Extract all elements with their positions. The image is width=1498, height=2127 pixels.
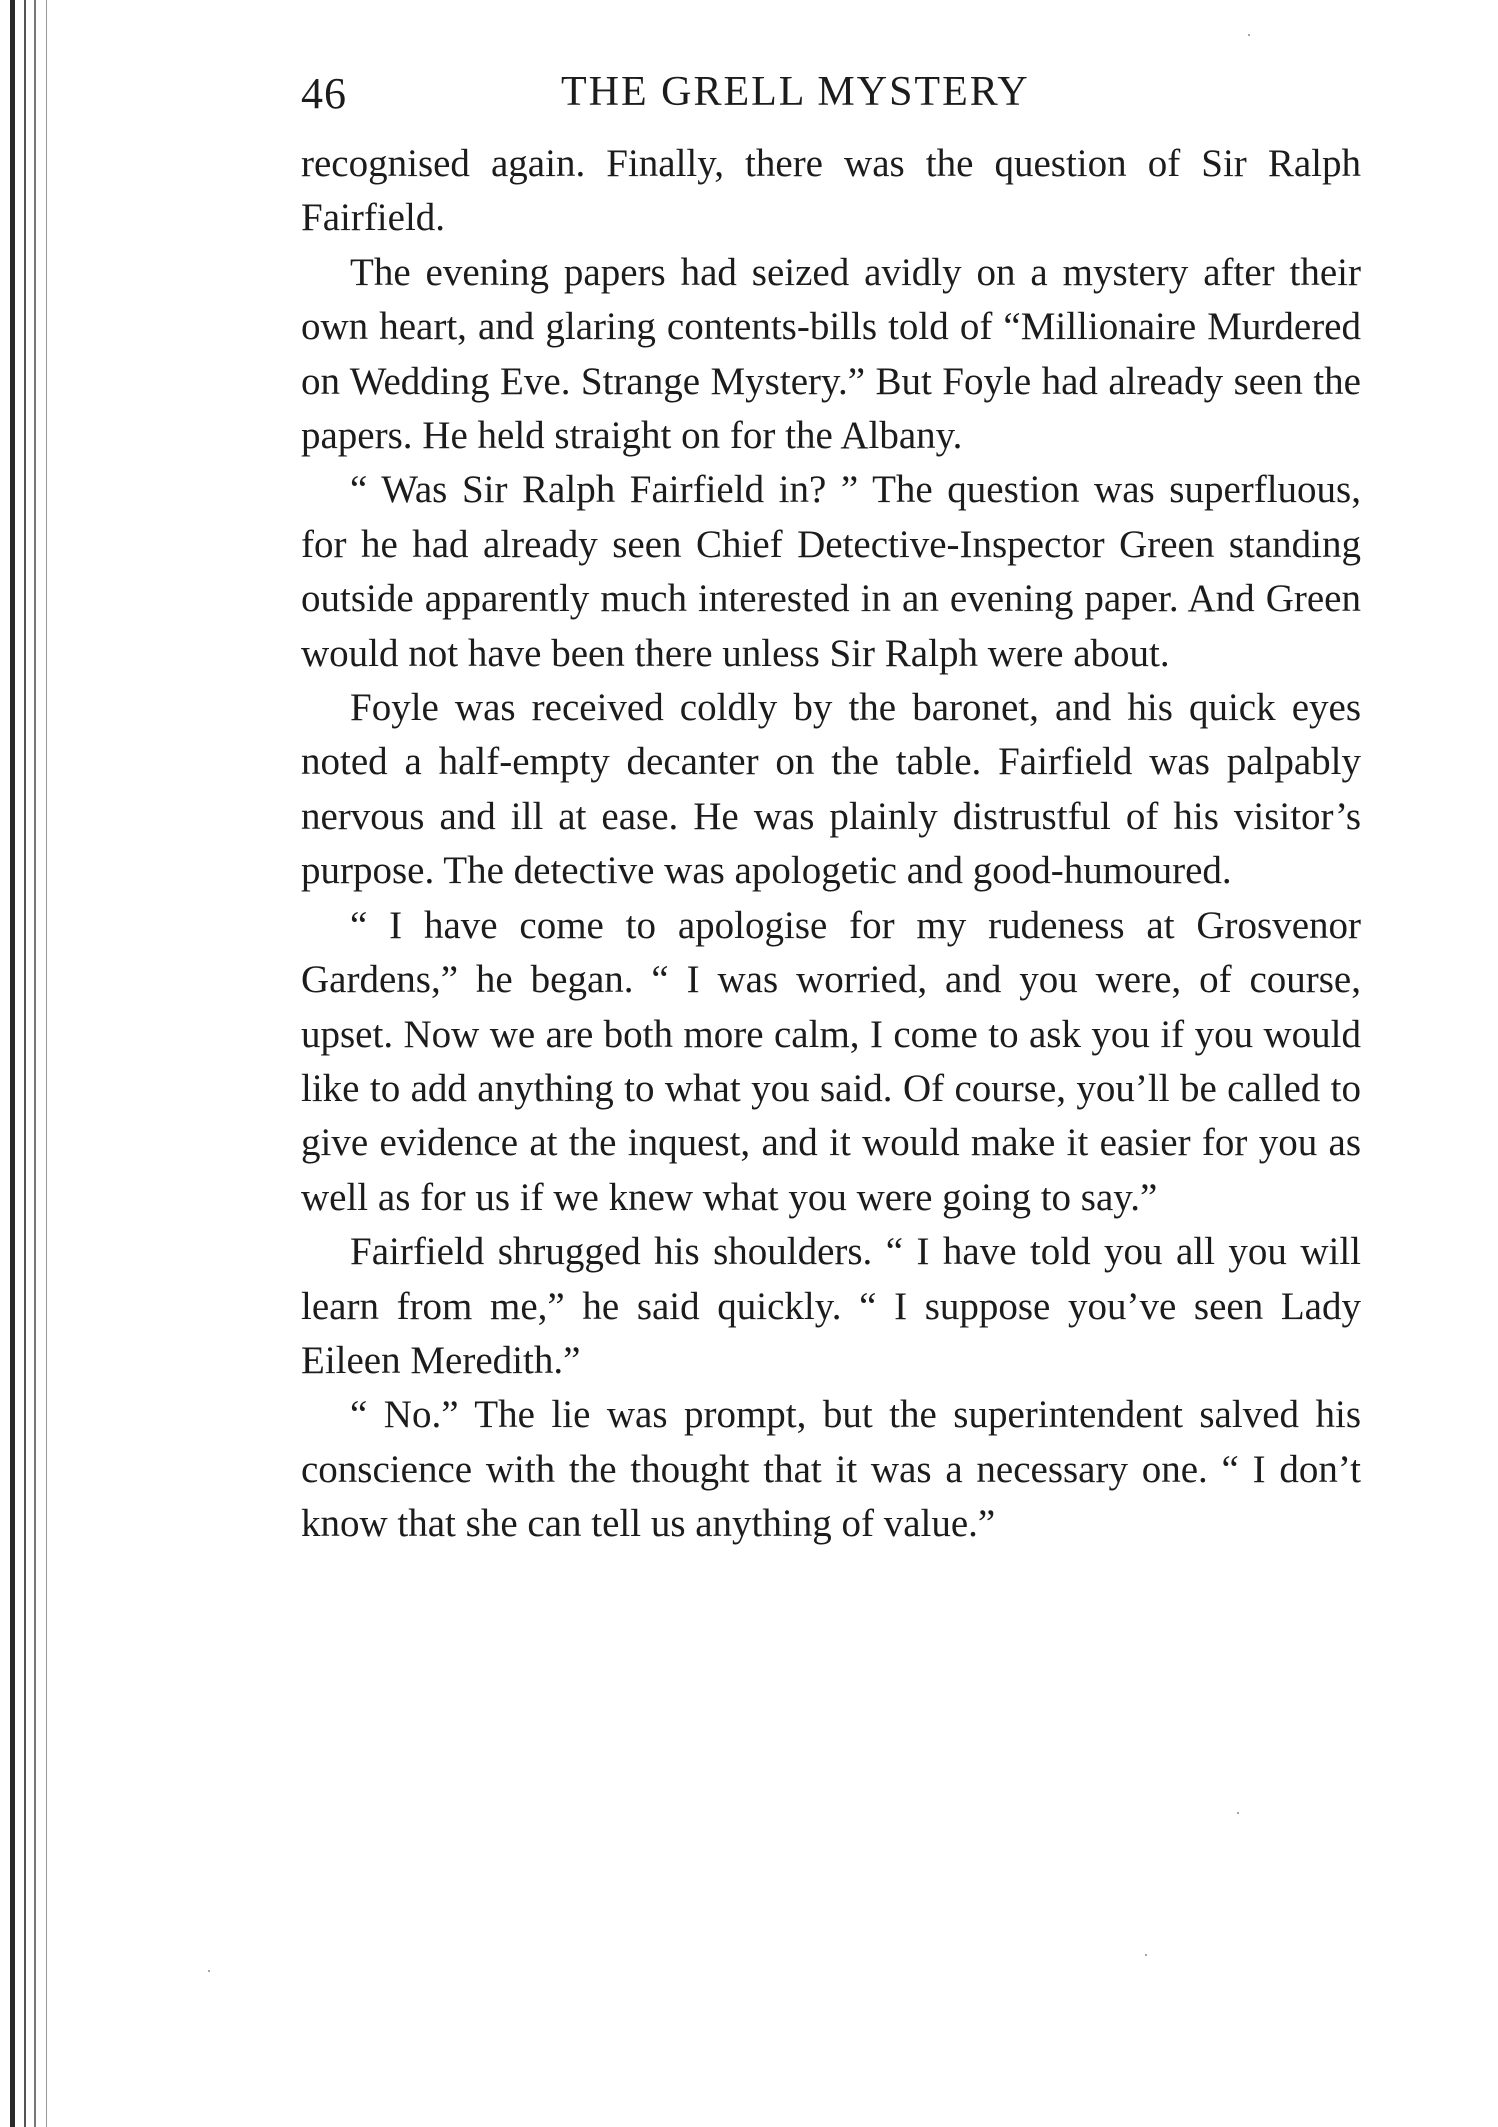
paragraph: Foyle was received coldly by the baronet, and his quick eyes noted a half-empty decanter on the table. Fairfield was palpably nervous and ill at ease. He was plainly distrustful of his visitor’s purpose. The detective was apologetic and good-humoured. (301, 686, 1361, 893)
paragraph: recognised again. Finally, there was the question of Sir Ralph Fairfield. (301, 142, 1361, 240)
binding-edge (10, 0, 15, 2127)
paper-speck (1248, 34, 1250, 36)
paragraph: The evening papers had seized avidly on a mystery after their own heart, and glaring contents-bills told of “Millionaire Murdered on Wedding Eve. Strange Mystery.” But Foyle had already seen the papers. He held straight on for the Albany. (301, 250, 1361, 458)
paragraph: “ Was Sir Ralph Fairfield in? ” The question was superfluous, for he had already seen Chief Detective-Inspector Green standing outside apparently much interested in an evening paper. And Green would not have been there unless Sir Ralph were about. (301, 468, 1361, 675)
paper-speck (1145, 1954, 1147, 1956)
body-text (301, 137, 1361, 1552)
running-title: THE GRELL MYSTERY (561, 69, 1030, 115)
binding-edge (24, 0, 26, 2127)
page-number: 46 (301, 69, 347, 118)
paper-speck (208, 1970, 210, 1972)
running-header (301, 60, 1361, 120)
paper-speck (1237, 1812, 1239, 1814)
binding-edge (46, 0, 47, 2127)
paragraph: Fairfield shrugged his shoulders. “ I have told you all you will learn from me,” he said quickly. “ I suppose you’ve seen Lady Eileen Meredith.” (301, 1230, 1361, 1382)
binding-edge (34, 0, 36, 2127)
paragraph: “ No.” The lie was prompt, but the superintendent salved his conscience with the thought that it was a necessary one. “ I don’t know that she can tell us anything of value.” (301, 1393, 1361, 1546)
paragraph: “ I have come to apologise for my rudeness at Grosvenor Gardens,” he began. “ I was worried, and you were, of course, upset. Now we are both more calm, I come to ask you if you would like to add anything to what you said. Of course, you’ll be called to give evidence at the inquest, and it would make it easier for you as well as for us if we knew what you were going to say.” (301, 903, 1361, 1219)
